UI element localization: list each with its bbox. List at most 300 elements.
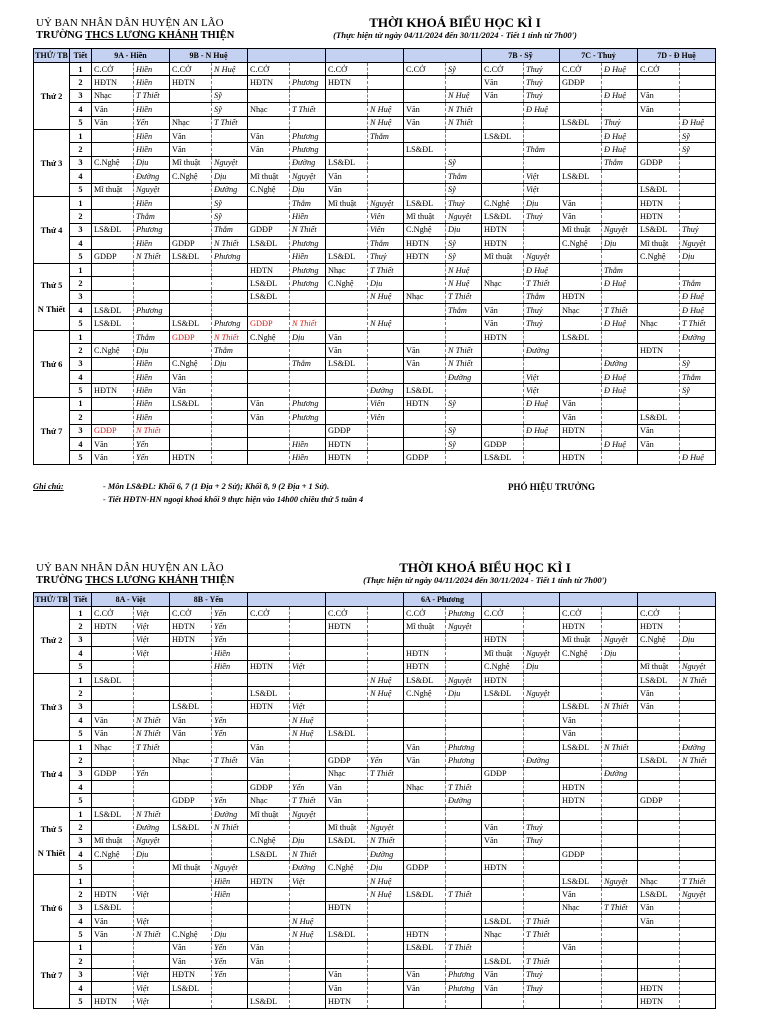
- subject-cell: [638, 116, 680, 129]
- subject-cell: [248, 968, 290, 981]
- teacher-cell: [446, 714, 482, 727]
- teacher-cell: [212, 76, 248, 89]
- teacher-cell: [524, 223, 560, 236]
- subject-cell: [638, 129, 680, 142]
- timetable-2: [33, 592, 716, 1009]
- subject-cell: GDĐP: [248, 317, 290, 330]
- subject-cell: Văn: [638, 424, 680, 437]
- subject-cell: HĐTN: [638, 344, 680, 357]
- teacher-cell: [212, 304, 248, 317]
- subject-cell: [560, 928, 602, 941]
- teacher-cell: [368, 370, 404, 383]
- teacher-cell: [602, 995, 638, 1008]
- teacher-cell: N Thiết: [446, 116, 482, 129]
- subject-cell: [170, 103, 212, 116]
- subject-cell: Văn: [560, 196, 602, 209]
- subject-cell: [92, 700, 134, 713]
- teacher-cell: [212, 277, 248, 290]
- teacher-cell: [680, 437, 716, 450]
- subject-cell: HĐTN: [326, 901, 368, 914]
- subject-cell: Văn: [638, 687, 680, 700]
- subject-cell: [92, 754, 134, 767]
- teacher-cell: [446, 384, 482, 397]
- teacher-cell: [212, 397, 248, 410]
- teacher-cell: Sỹ: [680, 129, 716, 142]
- subject-cell: Văn: [170, 143, 212, 156]
- subject-cell: [482, 781, 524, 794]
- subject-cell: [638, 955, 680, 968]
- subject-cell: [482, 116, 524, 129]
- teacher-cell: Yến: [212, 968, 248, 981]
- subject-cell: Văn: [404, 116, 446, 129]
- subject-cell: Văn: [326, 344, 368, 357]
- teacher-cell: T Thiết: [680, 874, 716, 887]
- teacher-cell: Việt: [134, 620, 170, 633]
- subject-cell: Văn: [482, 317, 524, 330]
- subject-cell: LS&ĐL: [248, 848, 290, 861]
- subject-cell: GDĐP: [170, 794, 212, 807]
- teacher-cell: [290, 767, 326, 780]
- teacher-cell: [680, 834, 716, 847]
- period-number: 4: [70, 304, 92, 317]
- teacher-cell: Thuỷ: [368, 250, 404, 263]
- teacher-cell: [134, 660, 170, 673]
- teacher-cell: [680, 103, 716, 116]
- teacher-cell: Thắm: [368, 237, 404, 250]
- teacher-cell: T Thiết: [446, 888, 482, 901]
- table-row: [34, 344, 716, 357]
- subject-cell: [560, 821, 602, 834]
- subject-cell: [482, 995, 524, 1008]
- timetable-1: [33, 48, 716, 465]
- subject-cell: HĐTN: [560, 424, 602, 437]
- teacher-cell: T Thiết: [446, 781, 482, 794]
- teacher-cell: [368, 620, 404, 633]
- subject-cell: LS&ĐL: [638, 754, 680, 767]
- subject-cell: [170, 647, 212, 660]
- subject-cell: C.CỞ: [560, 607, 602, 620]
- day-label: Thứ 6: [34, 330, 70, 397]
- teacher-cell: [680, 968, 716, 981]
- subject-cell: Nhạc: [638, 317, 680, 330]
- subject-cell: Mĩ thuật: [326, 821, 368, 834]
- teacher-cell: N Thiết: [134, 714, 170, 727]
- teacher-cell: Nguyệt: [680, 237, 716, 250]
- teacher-cell: Dịu: [368, 277, 404, 290]
- subject-cell: HĐTN: [326, 437, 368, 450]
- teacher-cell: T Thiết: [368, 767, 404, 780]
- subject-cell: [92, 821, 134, 834]
- teacher-cell: Phương: [290, 76, 326, 89]
- table-row: [34, 928, 716, 941]
- subject-cell: GDĐP: [482, 437, 524, 450]
- teacher-cell: Đ Huệ: [524, 424, 560, 437]
- subject-cell: LS&ĐL: [482, 451, 524, 464]
- subject-cell: Văn: [560, 714, 602, 727]
- teacher-cell: [290, 607, 326, 620]
- teacher-cell: [212, 424, 248, 437]
- subject-cell: [404, 821, 446, 834]
- period-number: 1: [70, 330, 92, 343]
- table-row: [34, 740, 716, 753]
- subject-cell: [92, 968, 134, 981]
- subject-cell: [248, 901, 290, 914]
- teacher-cell: Thuỷ: [524, 63, 560, 76]
- column-header: [404, 49, 482, 63]
- subject-cell: [248, 451, 290, 464]
- teacher-cell: [524, 888, 560, 901]
- teacher-cell: Đường: [134, 170, 170, 183]
- subject-cell: GDĐP: [404, 861, 446, 874]
- period-number: 1: [70, 740, 92, 753]
- subject-cell: [170, 848, 212, 861]
- column-header: [482, 593, 560, 607]
- period-number: 5: [70, 928, 92, 941]
- subject-cell: HĐTN: [482, 330, 524, 343]
- subject-cell: LS&ĐL: [326, 834, 368, 847]
- teacher-cell: [290, 821, 326, 834]
- subject-cell: Văn: [248, 754, 290, 767]
- period-number: 5: [70, 116, 92, 129]
- teacher-cell: Yến: [212, 941, 248, 954]
- period-number: 1: [70, 397, 92, 410]
- teacher-cell: [602, 861, 638, 874]
- subject-cell: LS&ĐL: [92, 673, 134, 686]
- teacher-cell: Đường: [212, 807, 248, 820]
- subject-cell: HĐTN: [326, 451, 368, 464]
- subject-cell: LS&ĐL: [404, 196, 446, 209]
- teacher-cell: Việt: [134, 647, 170, 660]
- subject-cell: [248, 304, 290, 317]
- subject-cell: C.CỞ: [92, 607, 134, 620]
- teacher-cell: Đ Huệ: [602, 317, 638, 330]
- teacher-cell: [602, 673, 638, 686]
- subject-cell: LS&ĐL: [560, 700, 602, 713]
- subject-cell: [170, 183, 212, 196]
- period-number: 5: [70, 451, 92, 464]
- subject-cell: GDĐP: [560, 76, 602, 89]
- teacher-cell: [368, 727, 404, 740]
- table-row: [34, 981, 716, 994]
- teacher-cell: [602, 968, 638, 981]
- teacher-cell: Đ Huệ: [602, 129, 638, 142]
- subject-cell: C.CỞ: [248, 607, 290, 620]
- period-number: 3: [70, 901, 92, 914]
- column-header: THỨ/ TB: [34, 593, 70, 607]
- period-number: 3: [70, 223, 92, 236]
- teacher-cell: Dịu: [290, 834, 326, 847]
- teacher-cell: N Thiết: [134, 807, 170, 820]
- teacher-cell: Hiền: [134, 103, 170, 116]
- teacher-cell: Đ Huệ: [602, 370, 638, 383]
- subject-cell: [638, 727, 680, 740]
- teacher-cell: [524, 673, 560, 686]
- teacher-cell: [368, 714, 404, 727]
- teacher-cell: Sỹ: [446, 183, 482, 196]
- period-number: 4: [70, 781, 92, 794]
- subject-cell: C.Nghệ: [170, 170, 212, 183]
- page-title: THỜI KHOÁ BIỂU HỌC KÌ I: [369, 15, 541, 30]
- org-line2: TRƯỜNG THCS LƯƠNG KHÁNH THIỆN: [36, 575, 235, 586]
- subject-cell: [326, 660, 368, 673]
- subject-cell: [638, 304, 680, 317]
- table-row: [34, 673, 716, 686]
- column-header: 9A - Hiền: [92, 49, 170, 63]
- teacher-cell: Dịu: [524, 660, 560, 673]
- subject-cell: [326, 397, 368, 410]
- teacher-cell: [680, 89, 716, 102]
- teacher-cell: Phương: [134, 223, 170, 236]
- teacher-cell: [602, 330, 638, 343]
- subject-cell: Văn: [92, 437, 134, 450]
- subject-cell: [248, 633, 290, 646]
- teacher-cell: Thắm: [290, 357, 326, 370]
- subject-cell: [404, 89, 446, 102]
- subject-cell: [92, 357, 134, 370]
- subject-cell: [560, 129, 602, 142]
- teacher-cell: Việt: [290, 874, 326, 887]
- teacher-cell: Nguyệt: [446, 210, 482, 223]
- teacher-cell: Phương: [290, 397, 326, 410]
- teacher-cell: Đ Huệ: [524, 397, 560, 410]
- subject-cell: HĐTN: [482, 223, 524, 236]
- teacher-cell: T Thiết: [524, 955, 560, 968]
- teacher-cell: N Thiết: [134, 424, 170, 437]
- teacher-cell: N Thiết: [134, 928, 170, 941]
- teacher-cell: [446, 633, 482, 646]
- teacher-cell: Hiền: [134, 370, 170, 383]
- subject-cell: [92, 143, 134, 156]
- table-row: [34, 914, 716, 927]
- subject-cell: LS&ĐL: [92, 304, 134, 317]
- subject-cell: HĐTN: [170, 76, 212, 89]
- subject-cell: Văn: [482, 981, 524, 994]
- subject-cell: [560, 673, 602, 686]
- teacher-cell: [524, 874, 560, 887]
- subject-cell: [560, 861, 602, 874]
- notes-section: [33, 482, 768, 512]
- period-number: 5: [70, 794, 92, 807]
- subject-cell: HĐTN: [560, 451, 602, 464]
- subject-cell: [92, 941, 134, 954]
- teacher-cell: [290, 754, 326, 767]
- subject-cell: LS&ĐL: [326, 250, 368, 263]
- subject-cell: [92, 290, 134, 303]
- subject-cell: [92, 263, 134, 276]
- subject-cell: [638, 263, 680, 276]
- subject-cell: [92, 781, 134, 794]
- subject-cell: HĐTN: [638, 620, 680, 633]
- subject-cell: GDĐP: [170, 330, 212, 343]
- teacher-cell: T Thiết: [524, 277, 560, 290]
- subject-cell: HĐTN: [404, 237, 446, 250]
- period-number: 4: [70, 437, 92, 450]
- subject-cell: Văn: [482, 76, 524, 89]
- teacher-cell: Hiền: [290, 437, 326, 450]
- subject-cell: Mĩ thuật: [248, 807, 290, 820]
- subject-cell: Văn: [560, 727, 602, 740]
- subject-cell: C.Nghệ: [560, 647, 602, 660]
- teacher-cell: Nguyệt: [368, 821, 404, 834]
- subject-cell: [326, 687, 368, 700]
- subject-cell: Văn: [482, 834, 524, 847]
- teacher-cell: [680, 687, 716, 700]
- table-row: [34, 607, 716, 620]
- subject-cell: Văn: [326, 794, 368, 807]
- teacher-cell: Đường: [602, 357, 638, 370]
- teacher-cell: Thắm: [524, 143, 560, 156]
- teacher-cell: N Huệ: [368, 290, 404, 303]
- table-row: [34, 103, 716, 116]
- teacher-cell: Sỹ: [680, 357, 716, 370]
- teacher-cell: [446, 76, 482, 89]
- subject-cell: HĐTN: [326, 995, 368, 1008]
- teacher-cell: [602, 290, 638, 303]
- period-number: 1: [70, 607, 92, 620]
- teacher-cell: N Thiết: [602, 700, 638, 713]
- teacher-cell: Đ Huệ: [524, 263, 560, 276]
- teacher-cell: [212, 914, 248, 927]
- teacher-cell: [524, 129, 560, 142]
- subject-cell: Văn: [248, 955, 290, 968]
- teacher-cell: Nguyệt: [524, 250, 560, 263]
- table-row: [34, 370, 716, 383]
- teacher-cell: Hiền: [290, 210, 326, 223]
- day-label: Thứ 7: [34, 941, 70, 1008]
- teacher-cell: [290, 304, 326, 317]
- subject-cell: [482, 794, 524, 807]
- period-number: 5: [70, 995, 92, 1008]
- teacher-cell: Hiền: [212, 660, 248, 673]
- teacher-cell: [680, 183, 716, 196]
- subject-cell: Văn: [404, 344, 446, 357]
- teacher-cell: Yến: [212, 620, 248, 633]
- subject-cell: Văn: [638, 700, 680, 713]
- subject-cell: [92, 411, 134, 424]
- subject-cell: Văn: [638, 89, 680, 102]
- teacher-cell: [446, 955, 482, 968]
- teacher-cell: [602, 754, 638, 767]
- table-row: [34, 223, 716, 236]
- period-number: 2: [70, 143, 92, 156]
- teacher-cell: Dịu: [680, 250, 716, 263]
- teacher-cell: [446, 317, 482, 330]
- subject-cell: [404, 767, 446, 780]
- table-row: [34, 156, 716, 169]
- subject-cell: LS&ĐL: [170, 397, 212, 410]
- teacher-cell: [134, 700, 170, 713]
- table-row: [34, 397, 716, 410]
- teacher-cell: [446, 330, 482, 343]
- teacher-cell: [524, 437, 560, 450]
- subject-cell: [638, 767, 680, 780]
- teacher-cell: [680, 263, 716, 276]
- teacher-cell: N Huệ: [368, 673, 404, 686]
- teacher-cell: [602, 183, 638, 196]
- subject-cell: [404, 901, 446, 914]
- teacher-cell: Sỹ: [446, 237, 482, 250]
- teacher-cell: T Thiết: [680, 317, 716, 330]
- teacher-cell: [602, 807, 638, 820]
- teacher-cell: [368, 76, 404, 89]
- teacher-cell: Sỹ: [446, 63, 482, 76]
- subject-cell: [170, 781, 212, 794]
- signature-title: PHÓ HIỆU TRƯỞNG: [508, 482, 596, 492]
- period-number: 4: [70, 647, 92, 660]
- subject-cell: Mĩ thuật: [560, 633, 602, 646]
- subject-cell: [404, 330, 446, 343]
- subject-cell: Văn: [326, 330, 368, 343]
- subject-cell: Nhạc: [170, 116, 212, 129]
- teacher-cell: [602, 660, 638, 673]
- subject-cell: HĐTN: [638, 210, 680, 223]
- teacher-cell: [368, 928, 404, 941]
- teacher-cell: [134, 941, 170, 954]
- subject-cell: HĐTN: [92, 888, 134, 901]
- period-number: 2: [70, 888, 92, 901]
- table-row: [34, 821, 716, 834]
- teacher-cell: [368, 941, 404, 954]
- table-row: [34, 330, 716, 343]
- teacher-cell: Phương: [446, 754, 482, 767]
- period-number: 4: [70, 714, 92, 727]
- teacher-cell: Sỹ: [446, 156, 482, 169]
- subject-cell: C.Nghệ: [326, 861, 368, 874]
- teacher-cell: Nguyệt: [134, 834, 170, 847]
- subject-cell: [638, 821, 680, 834]
- teacher-cell: Phương: [290, 237, 326, 250]
- teacher-cell: [134, 754, 170, 767]
- teacher-cell: [446, 901, 482, 914]
- subject-cell: C.Nghệ: [638, 633, 680, 646]
- subject-cell: [248, 89, 290, 102]
- teacher-cell: [368, 955, 404, 968]
- teacher-cell: [602, 727, 638, 740]
- subject-cell: [404, 874, 446, 887]
- subject-cell: C.Nghệ: [248, 834, 290, 847]
- teacher-cell: Việt: [134, 995, 170, 1008]
- period-number: 4: [70, 237, 92, 250]
- teacher-cell: N Thiết: [680, 673, 716, 686]
- subject-cell: [560, 250, 602, 263]
- table-row: [34, 754, 716, 767]
- teacher-cell: T Thiết: [602, 304, 638, 317]
- teacher-cell: [524, 727, 560, 740]
- subject-cell: [248, 250, 290, 263]
- teacher-cell: N Huệ: [446, 277, 482, 290]
- subject-cell: [560, 981, 602, 994]
- subject-cell: C.CỞ: [170, 607, 212, 620]
- subject-cell: GDĐP: [92, 424, 134, 437]
- subject-cell: HĐTN: [482, 673, 524, 686]
- subject-cell: LS&ĐL: [638, 223, 680, 236]
- teacher-cell: [134, 673, 170, 686]
- table-row: [34, 968, 716, 981]
- teacher-cell: Dịu: [290, 183, 326, 196]
- org-line1: UỶ BAN NHÂN DÂN HUYỆN AN LÃO: [36, 562, 224, 574]
- subject-cell: Nhạc: [92, 89, 134, 102]
- table-row: [34, 807, 716, 820]
- subject-cell: C.CỞ: [404, 607, 446, 620]
- subject-cell: C.Nghệ: [92, 344, 134, 357]
- teacher-cell: [212, 437, 248, 450]
- subject-cell: [560, 754, 602, 767]
- subject-cell: C.CỞ: [170, 63, 212, 76]
- teacher-cell: [602, 170, 638, 183]
- teacher-cell: [680, 344, 716, 357]
- teacher-cell: [290, 901, 326, 914]
- subject-cell: [248, 861, 290, 874]
